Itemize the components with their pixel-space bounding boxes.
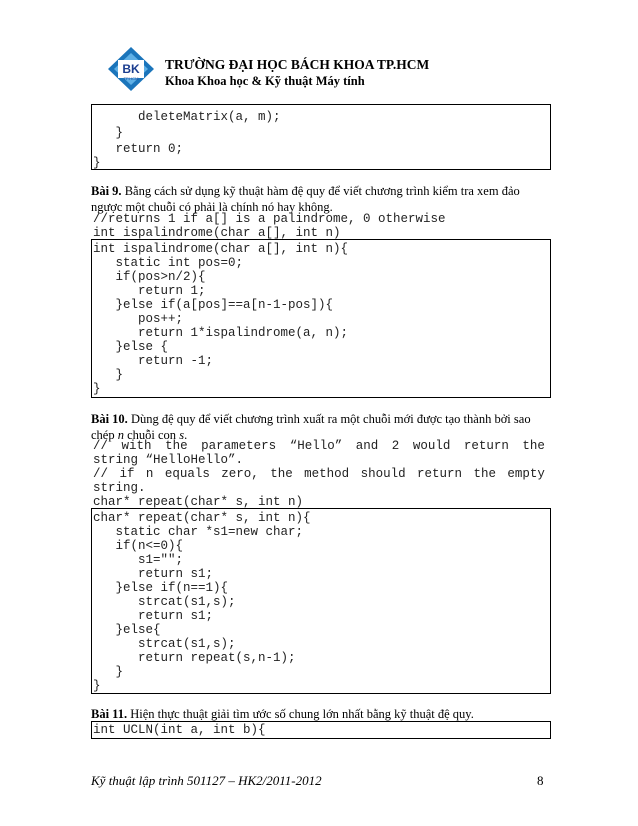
university-name: TRƯỜNG ĐẠI HỌC BÁCH KHOA TP.HCM	[165, 57, 430, 72]
comment-word: method	[304, 467, 350, 481]
code-line: }else {	[93, 340, 169, 354]
code-line: s1="";	[93, 553, 184, 567]
code-line: int ispalindrome(char a[], int n){	[93, 242, 349, 256]
code-line: return repeat(s,n-1);	[93, 651, 296, 665]
exercise-9-label: Bài 9.	[91, 184, 122, 198]
code-line: if(pos>n/2){	[93, 270, 206, 284]
exercise-10-text-b: chuỗi con	[123, 428, 180, 442]
exercise-11-description	[91, 706, 553, 722]
logo-text: BK	[122, 62, 140, 76]
exercise-10-label: Bài 10.	[91, 412, 128, 426]
code-line: return s1;	[93, 567, 214, 581]
code-line: }else if(a[pos]==a[n-1-pos]){	[93, 298, 334, 312]
exercise-10-var-n: n	[117, 428, 124, 442]
exercise-11-label: Bài 11.	[91, 707, 128, 721]
comment-word: the	[165, 439, 188, 453]
code-box-exercise-9	[91, 239, 551, 398]
code-line: int UCLN(int a, int b){	[93, 723, 266, 737]
comment-word: the	[473, 467, 496, 481]
comment-word: should	[360, 467, 406, 481]
code-line: if(n<=0){	[93, 539, 184, 553]
comment-word: parameters	[201, 439, 277, 453]
exercise-10-comment-2-tail: string.	[93, 481, 146, 495]
code-line: pos++;	[93, 312, 184, 326]
comment-word: zero,	[221, 467, 259, 481]
code-line: }	[93, 126, 124, 140]
comment-word: 2	[391, 439, 400, 453]
code-line: deleteMatrix(a, m);	[93, 110, 281, 124]
code-line: char* repeat(char* s, int n){	[93, 511, 311, 525]
code-box-exercise-11	[91, 721, 551, 739]
code-line: return 1;	[93, 284, 206, 298]
comment-word: //	[93, 439, 109, 453]
comment-word: equals	[164, 467, 210, 481]
comment-word: return	[417, 467, 463, 481]
logo-subtext: TP.HCM	[123, 76, 139, 81]
code-line: return s1;	[93, 609, 214, 623]
page-number: 8	[537, 773, 544, 788]
code-line: return 0;	[93, 142, 184, 156]
comment-word: “Hello”	[289, 439, 343, 453]
code-box-top	[91, 104, 551, 170]
comment-word: empty	[507, 467, 545, 481]
footer-course: Kỹ thuật lập trình 501127 – HK2/2011-2012	[91, 773, 322, 788]
exercise-10-signature: char* repeat(char* s, int n)	[93, 495, 304, 509]
code-line: }	[93, 368, 124, 382]
comment-word: and	[355, 439, 379, 453]
code-line: strcat(s1,s);	[93, 595, 236, 609]
faculty-name: Khoa Khoa học & Kỹ thuật Máy tính	[165, 74, 365, 88]
comment-word: with	[121, 439, 152, 453]
code-line: }else if(n==1){	[93, 581, 229, 595]
exercise-10-comment-2	[93, 466, 545, 482]
code-line: static char *s1=new char;	[93, 525, 304, 539]
exercise-11-text: Hiện thực thuật giải tìm ước số chung lớn nhất bằng kỹ thuật đệ quy.	[127, 707, 474, 721]
code-line: }	[93, 156, 101, 170]
exercise-9-comment: //returns 1 if a[] is a palindrome, 0 otherwise	[93, 212, 446, 226]
code-line: }else{	[93, 623, 161, 637]
code-line: }	[93, 679, 101, 693]
comment-word: return	[463, 439, 509, 453]
code-line: strcat(s1,s);	[93, 637, 236, 651]
code-box-exercise-10	[91, 508, 551, 694]
exercise-10-text-a: Dùng đệ quy để viết chương trình xuất ra một chuỗi mới được tạo thành bởi sao chép	[91, 412, 531, 442]
comment-word: would	[412, 439, 451, 453]
exercise-10-var-s: s	[179, 428, 185, 442]
comment-word: if	[119, 467, 135, 481]
exercise-9-text: Bằng cách sử dụng kỹ thuật hàm đệ quy để viết chương trình kiểm tra xem đảo ngược một chuỗi có phải là chính nó hay không.	[91, 184, 520, 214]
university-logo	[107, 46, 155, 92]
comment-word: the	[270, 467, 293, 481]
code-line: }	[93, 382, 101, 396]
exercise-10-text-c: .	[184, 428, 188, 442]
comment-word: //	[93, 467, 109, 481]
exercise-9-signature: int ispalindrome(char a[], int n)	[93, 226, 341, 240]
exercise-10-comment-1-tail: string “HelloHello”.	[93, 453, 244, 467]
code-line: static int pos=0;	[93, 256, 244, 270]
comment-word: the	[522, 439, 545, 453]
code-line: return 1*ispalindrome(a, n);	[93, 326, 349, 340]
code-line: return -1;	[93, 354, 214, 368]
comment-word: n	[145, 467, 154, 481]
code-line: }	[93, 665, 124, 679]
